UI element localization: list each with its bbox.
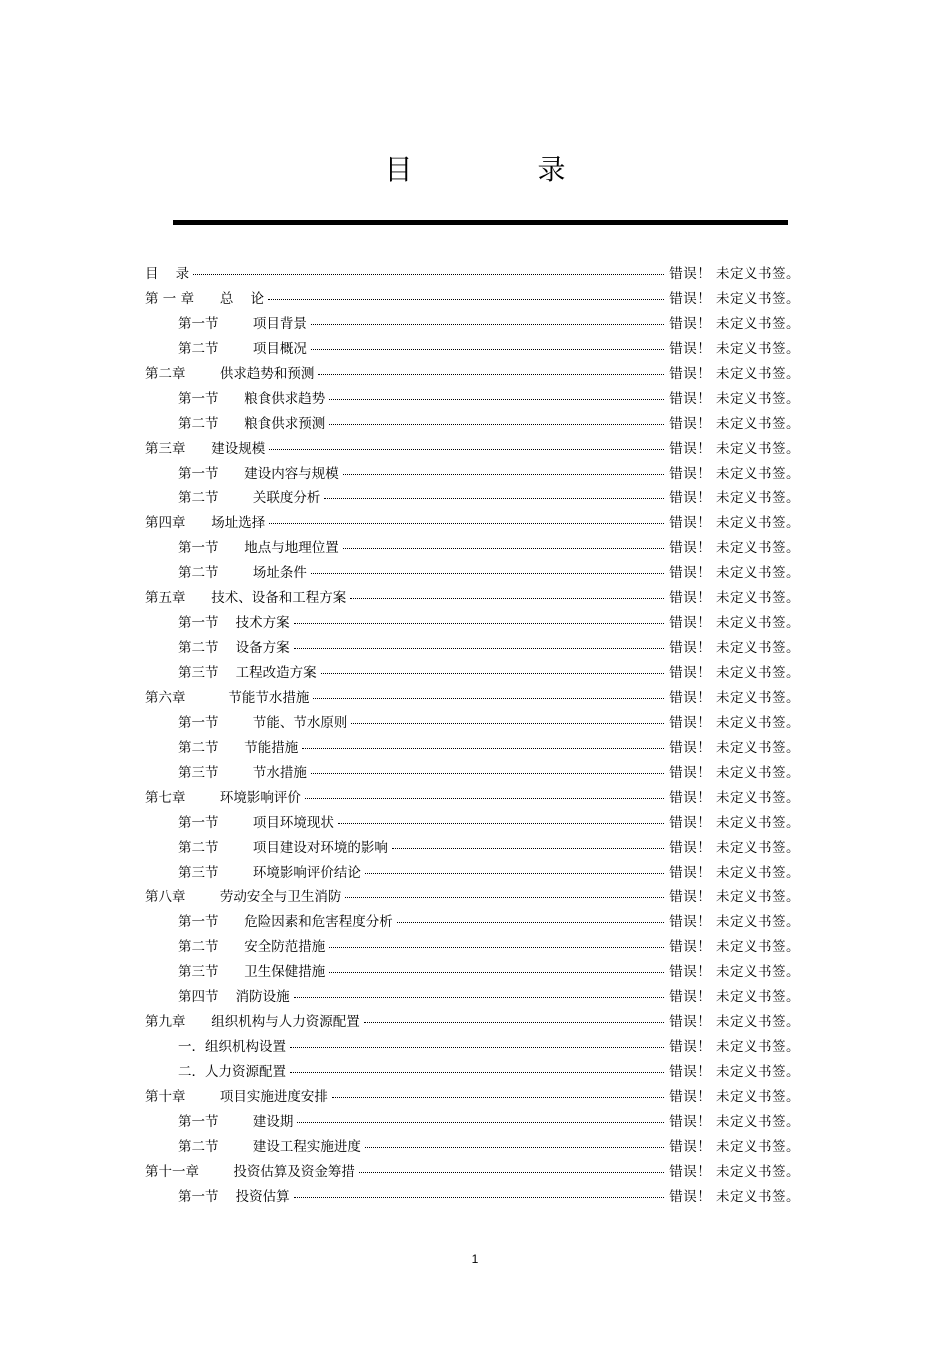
toc-dot-leader xyxy=(269,449,664,450)
toc-entry-reference: 错误！ 未定义书签。 xyxy=(669,440,800,457)
toc-section-entry[interactable] xyxy=(145,561,800,586)
toc-section-entry[interactable] xyxy=(145,536,800,561)
toc-entry-label: 第一节 项目背景 xyxy=(178,315,307,332)
toc-dot-leader xyxy=(302,748,664,749)
toc-chapter-entry[interactable] xyxy=(145,511,800,536)
toc-section-entry[interactable] xyxy=(145,1185,800,1210)
toc-entry-reference: 错误！ 未定义书签。 xyxy=(669,665,800,681)
toc-section-entry[interactable] xyxy=(145,761,800,786)
toc-section-entry[interactable] xyxy=(145,811,800,836)
toc-dot-leader xyxy=(269,523,664,524)
toc-dot-leader xyxy=(268,299,664,300)
toc-dot-leader xyxy=(294,623,665,624)
toc-section-entry[interactable] xyxy=(145,312,800,337)
toc-entry-reference: 错误！ 未定义书签。 xyxy=(669,490,800,507)
toc-entry-label: 第三节 环境影响评价结论 xyxy=(178,864,361,881)
toc-entry-reference: 错误！ 未定义书签。 xyxy=(669,789,800,806)
toc-entry-label: 第二节 设备方案 xyxy=(178,640,290,657)
toc-dot-leader xyxy=(294,997,665,998)
toc-section-entry[interactable] xyxy=(145,836,800,861)
toc-dot-leader xyxy=(397,922,664,923)
toc-section-entry[interactable] xyxy=(145,985,800,1010)
toc-chapter-entry[interactable] xyxy=(145,586,800,611)
page-title: 目 录 xyxy=(384,153,624,186)
toc-entry-label: 第二节 安全防范措施 xyxy=(178,939,326,956)
toc-chapter-entry[interactable] xyxy=(145,1160,800,1185)
toc-section-entry[interactable] xyxy=(145,636,800,661)
toc-dot-leader xyxy=(329,972,664,973)
toc-dot-leader xyxy=(290,1072,664,1073)
toc-section-entry[interactable] xyxy=(145,960,800,985)
title-divider xyxy=(173,220,788,225)
toc-entry-label: 第五章 技术、设备和工程方案 xyxy=(145,590,347,607)
toc-dot-leader xyxy=(294,1197,665,1198)
toc-entry-reference: 错误！ 未定义书签。 xyxy=(669,615,800,632)
toc-dot-leader xyxy=(345,897,664,898)
toc-dot-leader xyxy=(193,274,664,275)
toc-dot-leader xyxy=(311,573,664,574)
toc-dot-leader xyxy=(305,798,664,799)
toc-dot-leader xyxy=(311,349,664,350)
toc-entry-label: 第二节 粮食供求预测 xyxy=(178,415,326,432)
toc-entry-label: 第八章 劳动安全与卫生消防 xyxy=(145,889,342,906)
toc-section-entry[interactable] xyxy=(145,861,800,886)
toc-dot-leader xyxy=(392,848,664,849)
toc-section-entry[interactable] xyxy=(145,337,800,362)
toc-entry-label: 第四节 消防设施 xyxy=(178,989,290,1006)
toc-dot-leader xyxy=(318,374,664,375)
toc-dot-leader xyxy=(313,698,664,699)
toc-dot-leader xyxy=(324,498,664,499)
toc-entry-label: 第一节 节能、节水原则 xyxy=(178,714,348,731)
toc-dot-leader xyxy=(359,1172,664,1173)
toc-chapter-entry[interactable] xyxy=(145,686,800,711)
toc-entry-reference: 错误！ 未定义书签。 xyxy=(669,266,800,282)
toc-section-entry[interactable] xyxy=(145,661,800,686)
toc-entry-label: 第二节 建设工程实施进度 xyxy=(178,1138,361,1155)
toc-entry-reference: 错误！ 未定义书签。 xyxy=(669,764,800,781)
toc-dot-leader xyxy=(338,823,664,824)
toc-entry-label: 第一节 投资估算 xyxy=(178,1188,290,1205)
toc-section-entry[interactable] xyxy=(145,736,800,761)
toc-section-entry[interactable] xyxy=(145,1035,800,1060)
toc-entry-label: 第三节 工程改造方案 xyxy=(178,665,317,681)
toc-dot-leader xyxy=(343,548,664,549)
toc-entry-reference: 错误！ 未定义书签。 xyxy=(669,565,800,582)
toc-entry-label: 第一节 建设内容与规模 xyxy=(178,465,339,482)
toc-chapter-entry[interactable] xyxy=(145,262,800,287)
toc-section-entry[interactable] xyxy=(145,412,800,437)
toc-entry-label: 第二节 项目概况 xyxy=(178,340,307,357)
toc-entry-label: 第十一章 投资估算及资金筹措 xyxy=(145,1163,355,1180)
toc-entry-reference: 错误！ 未定义书签。 xyxy=(669,1014,800,1031)
toc-entry-reference: 错误！ 未定义书签。 xyxy=(669,515,800,532)
toc-entry-label: 第一节 技术方案 xyxy=(178,615,290,632)
toc-dot-leader xyxy=(332,1097,664,1098)
toc-entry-reference: 错误！ 未定义书签。 xyxy=(669,689,800,706)
table-of-contents xyxy=(145,262,800,1210)
toc-entry-reference: 错误！ 未定义书签。 xyxy=(669,1138,800,1155)
toc-entry-label: 第六章 节能节水措施 xyxy=(145,689,310,706)
toc-section-entry[interactable] xyxy=(145,387,800,412)
toc-entry-reference: 错误！ 未定义书签。 xyxy=(669,914,800,931)
toc-section-entry[interactable] xyxy=(145,486,800,511)
toc-dot-leader xyxy=(311,324,664,325)
toc-dot-leader xyxy=(343,474,664,475)
toc-entry-label: 第二章 供求趋势和预测 xyxy=(145,365,315,382)
toc-entry-reference: 错误！ 未定义书签。 xyxy=(669,340,800,357)
toc-chapter-entry[interactable] xyxy=(145,1010,800,1035)
toc-chapter-entry[interactable] xyxy=(145,437,800,462)
toc-entry-label: 第七章 环境影响评价 xyxy=(145,789,301,806)
toc-entry-label: 第 一 章 总 论 xyxy=(145,290,264,307)
toc-entry-label: 第一节 项目环境现状 xyxy=(178,814,334,831)
toc-entry-reference: 错误！ 未定义书签。 xyxy=(669,1163,800,1180)
toc-dot-leader xyxy=(297,1122,664,1123)
toc-entry-reference: 错误！ 未定义书签。 xyxy=(669,839,800,856)
toc-dot-leader xyxy=(329,399,664,400)
toc-dot-leader xyxy=(311,773,664,774)
toc-chapter-entry[interactable] xyxy=(145,287,800,312)
toc-section-entry[interactable] xyxy=(145,935,800,960)
toc-entry-reference: 错误！ 未定义书签。 xyxy=(669,1188,800,1205)
toc-entry-reference: 错误！ 未定义书签。 xyxy=(669,1088,800,1105)
toc-entry-label: 第九章 组织机构与人力资源配置 xyxy=(145,1014,360,1031)
toc-dot-leader xyxy=(329,424,664,425)
toc-section-entry[interactable] xyxy=(145,1135,800,1160)
toc-entry-reference: 错误！ 未定义书签。 xyxy=(669,864,800,881)
toc-chapter-entry[interactable] xyxy=(145,1085,800,1110)
toc-entry-label: 第二节 项目建设对环境的影响 xyxy=(178,839,388,856)
toc-section-entry[interactable] xyxy=(145,711,800,736)
toc-entry-label: 第十章 项目实施进度安排 xyxy=(145,1088,328,1105)
toc-entry-label: 第二节 节能措施 xyxy=(178,739,299,756)
toc-entry-reference: 错误！ 未定义书签。 xyxy=(669,989,800,1006)
toc-dot-leader xyxy=(321,673,665,674)
toc-entry-label: 第三节 节水措施 xyxy=(178,764,307,781)
toc-chapter-entry[interactable] xyxy=(145,786,800,811)
toc-entry-label: 第一节 地点与地理位置 xyxy=(178,540,339,557)
toc-entry-reference: 错误！ 未定义书签。 xyxy=(669,814,800,831)
toc-entry-reference: 错误！ 未定义书签。 xyxy=(669,315,800,332)
toc-entry-label: 一．组织机构设置 xyxy=(178,1039,286,1056)
toc-chapter-entry[interactable] xyxy=(145,885,800,910)
toc-entry-reference: 错误！ 未定义书签。 xyxy=(669,889,800,906)
toc-entry-reference: 错误！ 未定义书签。 xyxy=(669,465,800,482)
toc-dot-leader xyxy=(290,1047,664,1048)
toc-entry-label: 第四章 场址选择 xyxy=(145,515,266,532)
toc-entry-reference: 错误！ 未定义书签。 xyxy=(669,390,800,407)
toc-entry-label: 第三章 建设规模 xyxy=(145,440,266,457)
toc-entry-reference: 错误！ 未定义书签。 xyxy=(669,290,800,307)
toc-chapter-entry[interactable] xyxy=(145,362,800,387)
toc-dot-leader xyxy=(365,1147,664,1148)
toc-entry-reference: 错误！ 未定义书签。 xyxy=(669,1064,800,1080)
toc-entry-reference: 错误！ 未定义书签。 xyxy=(669,1039,800,1056)
toc-dot-leader xyxy=(294,648,665,649)
toc-entry-reference: 错误！ 未定义书签。 xyxy=(669,640,800,657)
toc-entry-label: 第二节 场址条件 xyxy=(178,565,307,582)
toc-entry-reference: 错误！ 未定义书签。 xyxy=(669,590,800,607)
toc-section-entry[interactable] xyxy=(145,462,800,487)
toc-dot-leader xyxy=(364,1022,664,1023)
toc-entry-label: 二．人力资源配置 xyxy=(178,1064,286,1080)
toc-section-entry[interactable] xyxy=(145,1110,800,1135)
toc-entry-label: 第一节 建设期 xyxy=(178,1113,294,1130)
toc-dot-leader xyxy=(351,723,664,724)
toc-entry-reference: 错误！ 未定义书签。 xyxy=(669,714,800,731)
toc-entry-reference: 错误！ 未定义书签。 xyxy=(669,540,800,557)
toc-dot-leader xyxy=(329,947,664,948)
toc-entry-label: 第三节 卫生保健措施 xyxy=(178,964,326,981)
toc-entry-reference: 错误！ 未定义书签。 xyxy=(669,939,800,956)
toc-entry-label: 第一节 危险因素和危害程度分析 xyxy=(178,914,393,931)
toc-section-entry[interactable] xyxy=(145,611,800,636)
toc-section-entry[interactable] xyxy=(145,910,800,935)
toc-entry-reference: 错误！ 未定义书签。 xyxy=(669,1113,800,1130)
toc-entry-reference: 错误！ 未定义书签。 xyxy=(669,739,800,756)
page-number: 1 xyxy=(471,1252,479,1266)
toc-entry-label: 第一节 粮食供求趋势 xyxy=(178,390,326,407)
toc-entry-reference: 错误！ 未定义书签。 xyxy=(669,415,800,432)
toc-entry-label: 第二节 关联度分析 xyxy=(178,490,321,507)
toc-dot-leader xyxy=(350,598,664,599)
toc-section-entry[interactable] xyxy=(145,1060,800,1085)
toc-entry-label: 目 录 xyxy=(145,266,190,282)
toc-dot-leader xyxy=(365,873,664,874)
toc-entry-reference: 错误！ 未定义书签。 xyxy=(669,365,800,382)
toc-entry-reference: 错误！ 未定义书签。 xyxy=(669,964,800,981)
